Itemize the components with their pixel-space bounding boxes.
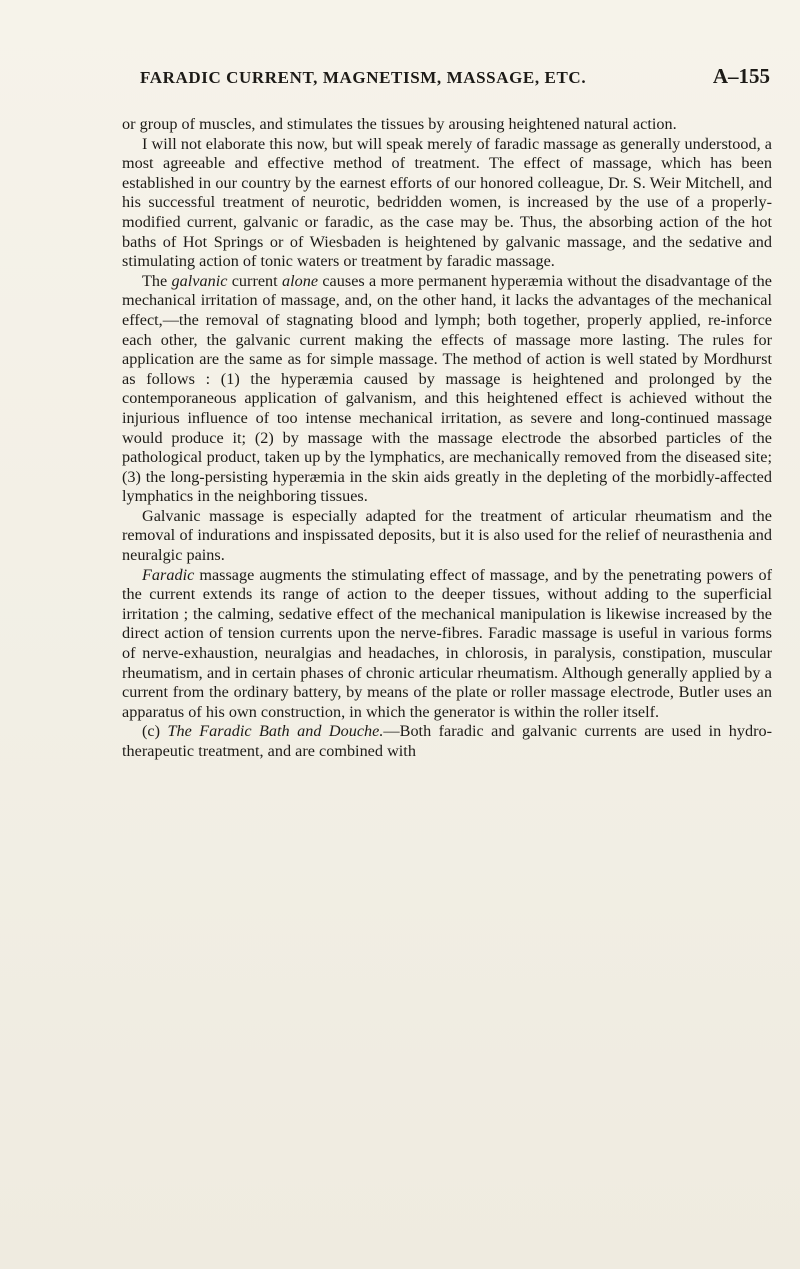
text-run: massage augments the stimulating effect of massage, and by the penetrating powers of the current extends its range of action to the deeper tissues, without adding to the superficial irritation ; the calming, sedative effect of the mechanical manipulation is likewise increased by the direct action of tension currents upon the nerve-fibres. Faradic massage is useful in various forms of nerve-exhaustion, neuralgias and headaches, in chlorosis, in paralysis, constipation, muscular rheumatism, and in certain phases of chronic articular rheumatism. Although generally applied by a current from the ordinary battery, by means of the plate or roller massage electrode, Butler uses an apparatus of his own construction, in which the generator is within the roller itself. [122, 565, 772, 721]
paragraph-galvanic-massage-uses: Galvanic massage is especially adapted for the treatment of articular rheumatism and the removal of indurations and inspissated deposits, but it is also used for the relief of neurasthenia and neuralgic pains. [122, 506, 772, 565]
text-run: The [142, 271, 172, 290]
text-run: current [227, 271, 282, 290]
italic-term-galvanic: galvanic [171, 271, 228, 290]
paragraph-faradic-massage [122, 566, 772, 723]
paragraph-galvanic-current [122, 272, 772, 507]
section-heading-faradic-bath: The Faradic Bath and Douche. [167, 722, 384, 741]
body-text [122, 115, 772, 762]
paragraph-faradic-bath [122, 722, 772, 761]
text-run: causes a more permanent hyperæmia without the disadvantage of the mechanical irritation of massage, and, on the other hand, it lacks the advantages of the mechanical effect,—the removal of stagnating blood and lymph; both together, properly applied, re-inforce each other, the galvanic current making the effects of massage more lasting. The rules for application are the same as for simple massage. The method of action is well stated by Mordhurst as follows : (1) the hyperæmia caused by massage is heightened and prolonged by the contemporaneous application of galvanism, and this heightened effect is achieved without the injurious influence of too intense mechanical irritation, as severe and long-continued massage would produce it; (2) by massage with the massage electrode the absorbed particles of the pathological product, taken up by the lymphatics, are mechanically removed from the diseased site; (3) the long-persisting hyperæmia in the skin aids greatly in the depleting of the morbidly-affected lymphatics in the neighboring tissues. [122, 271, 772, 506]
running-title: FARADIC CURRENT, MAGNETISM, MASSAGE, ETC. [140, 68, 587, 87]
running-head [140, 64, 770, 94]
section-label: (c) [142, 722, 168, 741]
paragraph-continuation: or group of muscles, and stimulates the tissues by arousing heightened natural action. [122, 115, 677, 133]
text-run: —Both faradic and galvanic currents are used in hydro-therapeutic treatment, and are combined with [122, 722, 773, 760]
page-number: A–155 [712, 64, 770, 88]
italic-term-alone: alone [281, 271, 319, 290]
paragraph-faradic-massage-intro: I will not elaborate this now, but will speak merely of faradic massage as generally understood, a most agreeable and effective method of treatment. The effect of massage, which has been established in our country by the earnest efforts of our honored colleague, Dr. S. Weir Mitchell, and his successful treatment of neurotic, bedridden women, is increased by the use of a properly-modified current, galvanic or faradic, as the case may be. Thus, the absorbing action of the hot baths of Hot Springs or of Wiesbaden is heightened by galvanic massage, and the sedative and stimulating action of tonic waters or treatment by faradic massage. [122, 134, 772, 271]
italic-term-faradic: Faradic [142, 565, 195, 584]
